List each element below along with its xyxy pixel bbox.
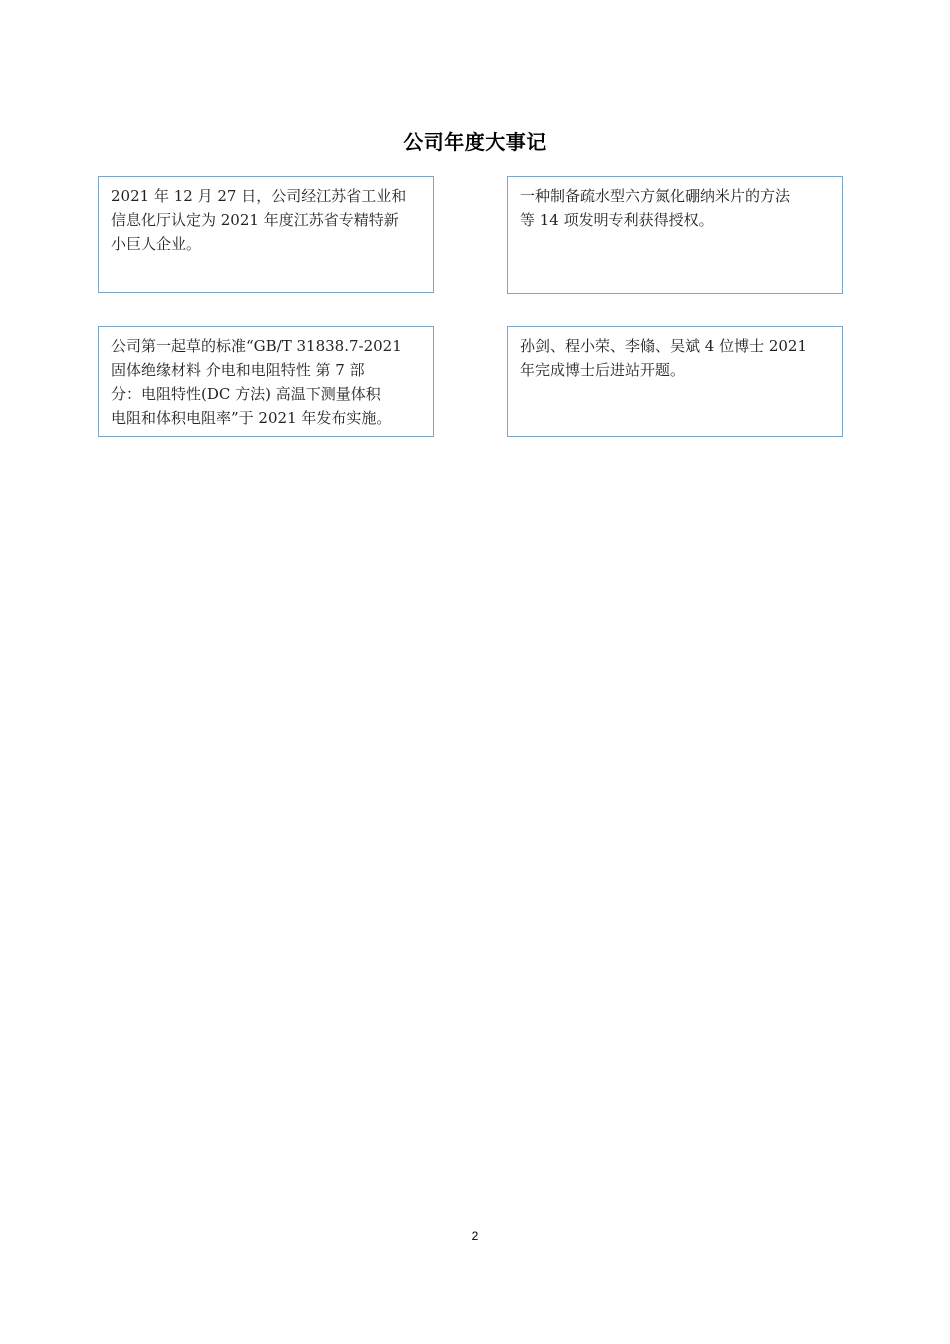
event-text-line: 小巨人企业。 — [111, 235, 202, 253]
page-number: 2 — [471, 1229, 479, 1243]
event-text-line: 电阻和体积电阻率”于 2021 年发布实施。 — [111, 409, 392, 427]
event-box-postdoc — [507, 326, 843, 437]
event-text-line: 年完成博士后进站开题。 — [520, 361, 686, 379]
event-box-patents — [507, 176, 843, 294]
event-box-talent-enterprise — [98, 176, 434, 293]
event-text-line: 一种制备疏水型六方氮化硼纳米片的方法 — [520, 187, 791, 205]
event-box-standard — [98, 326, 434, 437]
event-text-line: 公司第一起草的标准“GB/T 31838.7-2021 — [111, 337, 402, 355]
event-text-line: 信息化厅认定为 2021 年度江苏省专精特新 — [111, 211, 399, 229]
event-text-line: 固体绝缘材料 介电和电阻特性 第 7 部 — [111, 361, 365, 379]
event-text-line: 孙剑、程小荣、李翛、吴斌 4 位博士 2021 — [520, 337, 808, 355]
event-text-line: 2021 年 12 月 27 日，公司经江苏省工业和 — [111, 187, 407, 205]
event-text-line: 等 14 项发明专利获得授权。 — [520, 211, 714, 229]
event-text-line: 分：电阻特性(DC 方法) 高温下测量体积 — [111, 385, 381, 403]
page-title: 公司年度大事记 — [403, 130, 547, 154]
